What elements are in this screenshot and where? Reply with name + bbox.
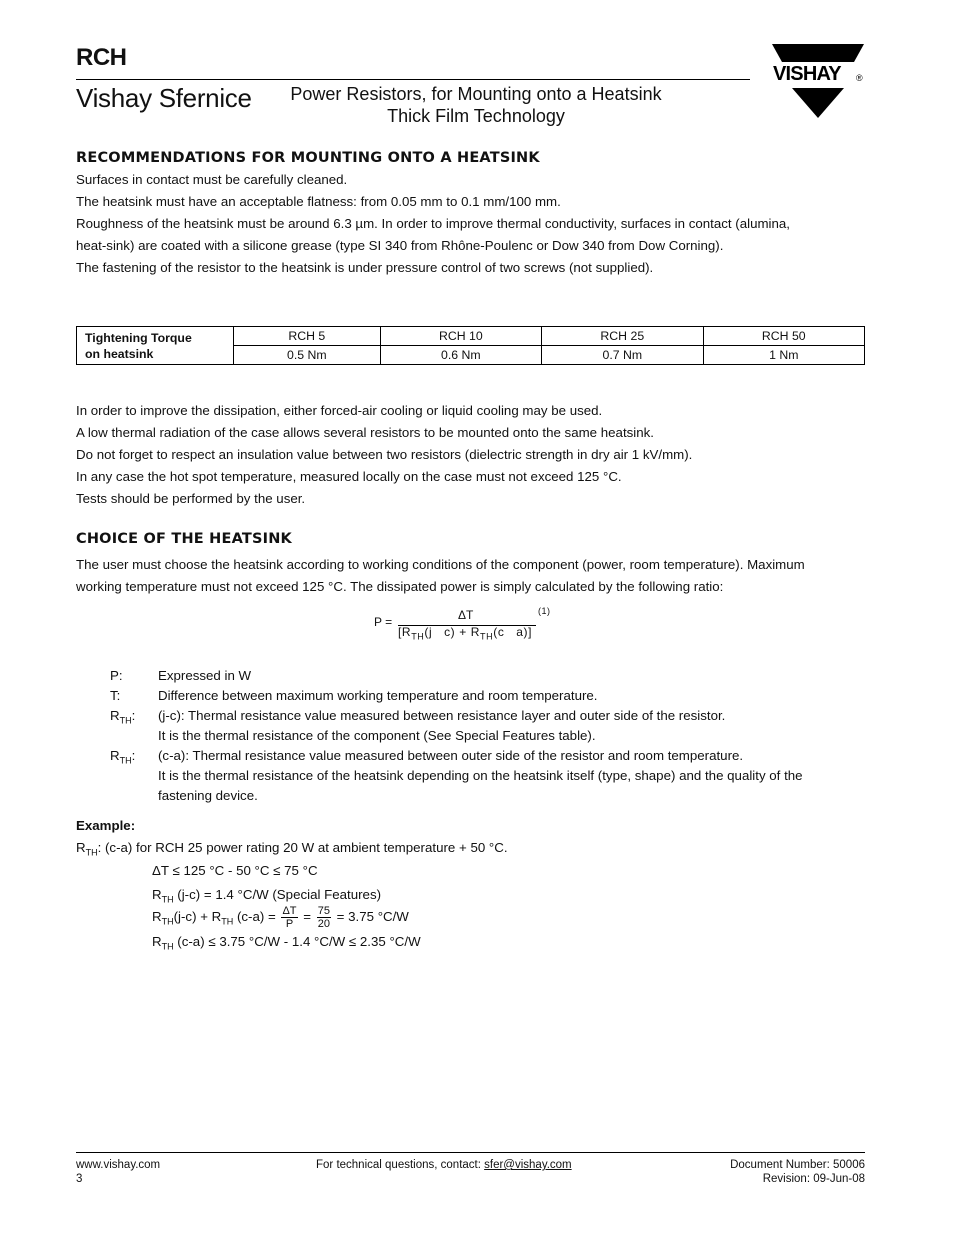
term-r: R: [110, 708, 120, 723]
definition-text: It is the thermal resistance of the component (See Special Features table).: [158, 728, 596, 743]
den-part: (j c) + R: [424, 625, 481, 639]
subtitle-line-2: Thick Film Technology: [387, 106, 565, 126]
calc-text: (c-a) ≤ 3.75 °C/W - 1.4 °C/W ≤ 2.35 °C/W: [173, 934, 421, 949]
cooling-line: A low thermal radiation of the case allows several resistors to be mounted onto the same heatsink.: [76, 425, 654, 440]
product-description: [266, 83, 686, 127]
footer-left: [76, 1158, 160, 1186]
definition-p: [110, 666, 870, 686]
fraction-75-over-20: [317, 905, 331, 930]
formula-denominator: [398, 625, 532, 641]
heatsink-heading: CHOICE OF THE HEATSINK: [76, 531, 292, 547]
model-cell: RCH 5: [234, 327, 381, 346]
brand-name: Vishay Sfernice: [76, 83, 252, 113]
equals-sign: =: [303, 909, 311, 925]
den-subscript: TH: [480, 631, 494, 642]
definition-text: Difference between maximum working temperature and room temperature.: [158, 688, 598, 703]
calc-line-total: [152, 905, 409, 930]
calc-subscript: TH: [161, 894, 174, 905]
logo-registered-mark: ®: [856, 73, 863, 83]
row-header-line: on heatsink: [85, 346, 154, 361]
definition-term: [110, 706, 135, 731]
calc-subscript: TH: [161, 941, 174, 952]
fraction-denominator: P: [285, 918, 294, 930]
torque-value-cell: 0.7 Nm: [542, 346, 703, 365]
mounting-line: The fastening of the resistor to the heatsink is under pressure control of two screws (not supplied).: [76, 260, 654, 275]
fraction-denominator: 20: [317, 918, 330, 930]
mounting-line: Roughness of the heatsink must be around 6.3 µm. In order to improve thermal conductivity, surfaces in contact (alumina,: [76, 216, 790, 231]
row-header-line: Tightening Torque: [85, 330, 192, 345]
torque-value-cell: 1 Nm: [703, 346, 864, 365]
page-number: 3: [76, 1173, 83, 1185]
footer-divider: [76, 1152, 865, 1153]
definition-term: T:: [110, 688, 121, 703]
term-r: R: [110, 748, 120, 763]
definition-text: (c-a): Thermal resistance value measured between outer side of the resistor and room temperature.: [158, 748, 744, 763]
formula-numerator: ΔT: [458, 608, 474, 622]
definition-rth-ca: [110, 746, 870, 806]
example-title: Example:: [76, 818, 136, 833]
term-subscript: TH: [119, 755, 132, 766]
definition-text: Expressed in W: [158, 668, 252, 683]
header-divider: [76, 79, 750, 80]
calc-r: R: [152, 909, 162, 925]
cooling-text: [76, 400, 876, 510]
footer-contact: [316, 1158, 572, 1172]
term-colon: :: [131, 748, 136, 763]
mounting-heading: RECOMMENDATIONS FOR MOUNTING ONTO A HEATSINK: [76, 150, 540, 166]
product-code: RCH: [76, 44, 127, 71]
calc-text: (c-a) =: [233, 909, 276, 925]
logo-text: VISHAY: [773, 63, 841, 85]
model-cell: RCH 10: [380, 327, 541, 346]
definitions-list: [110, 666, 870, 806]
cooling-line: Tests should be performed by the user.: [76, 491, 306, 506]
contact-email-link[interactable]: sfer@vishay.com: [484, 1159, 572, 1171]
model-cell: RCH 50: [703, 327, 864, 346]
cooling-line: In order to improve the dissipation, either forced-air cooling or liquid cooling may be used.: [76, 403, 603, 418]
cooling-line: Do not forget to respect an insulation value between two resistors (dielectric strength in dry air 1 kV/mm).: [76, 447, 693, 462]
definition-rth-jc: [110, 706, 870, 746]
term-colon: :: [131, 708, 136, 723]
fraction-numerator: 75: [317, 905, 330, 917]
definition-text: (j-c): Thermal resistance value measured between resistance layer and outer side of the resistor.: [158, 708, 726, 723]
subtitle-line-1: Power Resistors, for Mounting onto a Heatsink: [290, 84, 662, 104]
torque-value-cell: 0.6 Nm: [380, 346, 541, 365]
vishay-logo: [770, 44, 866, 120]
formula-reference: (1): [538, 606, 551, 616]
power-formula: [374, 604, 574, 644]
fraction-numerator: ΔT: [282, 905, 297, 917]
example-lead: [76, 840, 508, 858]
footer-right: [600, 1158, 865, 1186]
den-part: [R: [398, 625, 412, 639]
torque-table: [76, 326, 865, 365]
fraction-delta-t-over-p: [281, 905, 297, 930]
definition-term: [110, 746, 135, 771]
torque-value-cell: 0.5 Nm: [234, 346, 381, 365]
calc-subscript: TH: [221, 916, 234, 927]
mounting-line: heat-sink) are coated with a silicone grease (type SI 340 from Rhône-Poulenc or Dow 340 from Dow Corning).: [76, 238, 724, 253]
mounting-line: Surfaces in contact must be carefully cleaned.: [76, 172, 348, 187]
mounting-text: [76, 169, 876, 279]
heatsink-text: [76, 554, 876, 598]
calc-subscript: TH: [161, 916, 174, 927]
definition-t: [110, 686, 870, 706]
heatsink-line: working temperature must not exceed 125 °C. The dissipated power is simply calculated by the following ratio:: [76, 579, 724, 594]
calc-line-delta-t: ΔT ≤ 125 °C - 50 °C ≤ 75 °C: [152, 863, 318, 878]
calc-r: R: [152, 934, 162, 949]
document-number: Document Number: 50006: [730, 1159, 865, 1171]
calc-text: (j-c) = 1.4 °C/W (Special Features): [173, 887, 382, 902]
calc-result: = 3.75 °C/W: [336, 909, 409, 925]
model-cell: RCH 25: [542, 327, 703, 346]
calc-r: R: [152, 887, 162, 902]
contact-prefix: For technical questions, contact:: [316, 1159, 485, 1171]
revision-date: Revision: 09-Jun-08: [762, 1173, 865, 1185]
torque-row-header: [77, 327, 234, 365]
table-row: [77, 327, 865, 346]
calc-line-rth-jc: [152, 887, 381, 905]
calc-text: (j-c) + R: [173, 909, 222, 925]
term-subscript: TH: [119, 715, 132, 726]
definition-text: fastening device.: [158, 788, 258, 803]
lead-text: : (c-a) for RCH 25 power rating 20 W at ambient temperature + 50 °C.: [97, 840, 508, 855]
formula-lhs: P =: [374, 615, 393, 629]
calc-line-rth-ca: [152, 934, 421, 952]
den-part: (c a)]: [493, 625, 533, 639]
lead-subscript: TH: [85, 847, 98, 858]
heatsink-line: The user must choose the heatsink according to working conditions of the component (power, room temperature). Maximum: [76, 557, 805, 572]
lead-r: R: [76, 840, 86, 855]
mounting-line: The heatsink must have an acceptable flatness: from 0.05 mm to 0.1 mm/100 mm.: [76, 194, 561, 209]
cooling-line: In any case the hot spot temperature, measured locally on the case must not exceed 125 °C.: [76, 469, 622, 484]
den-subscript: TH: [411, 631, 425, 642]
definition-text: It is the thermal resistance of the heatsink depending on the heatsink itself (type, shape) and the quality of the: [158, 768, 803, 783]
website-link[interactable]: www.vishay.com: [76, 1159, 161, 1171]
definition-term: P:: [110, 668, 123, 683]
